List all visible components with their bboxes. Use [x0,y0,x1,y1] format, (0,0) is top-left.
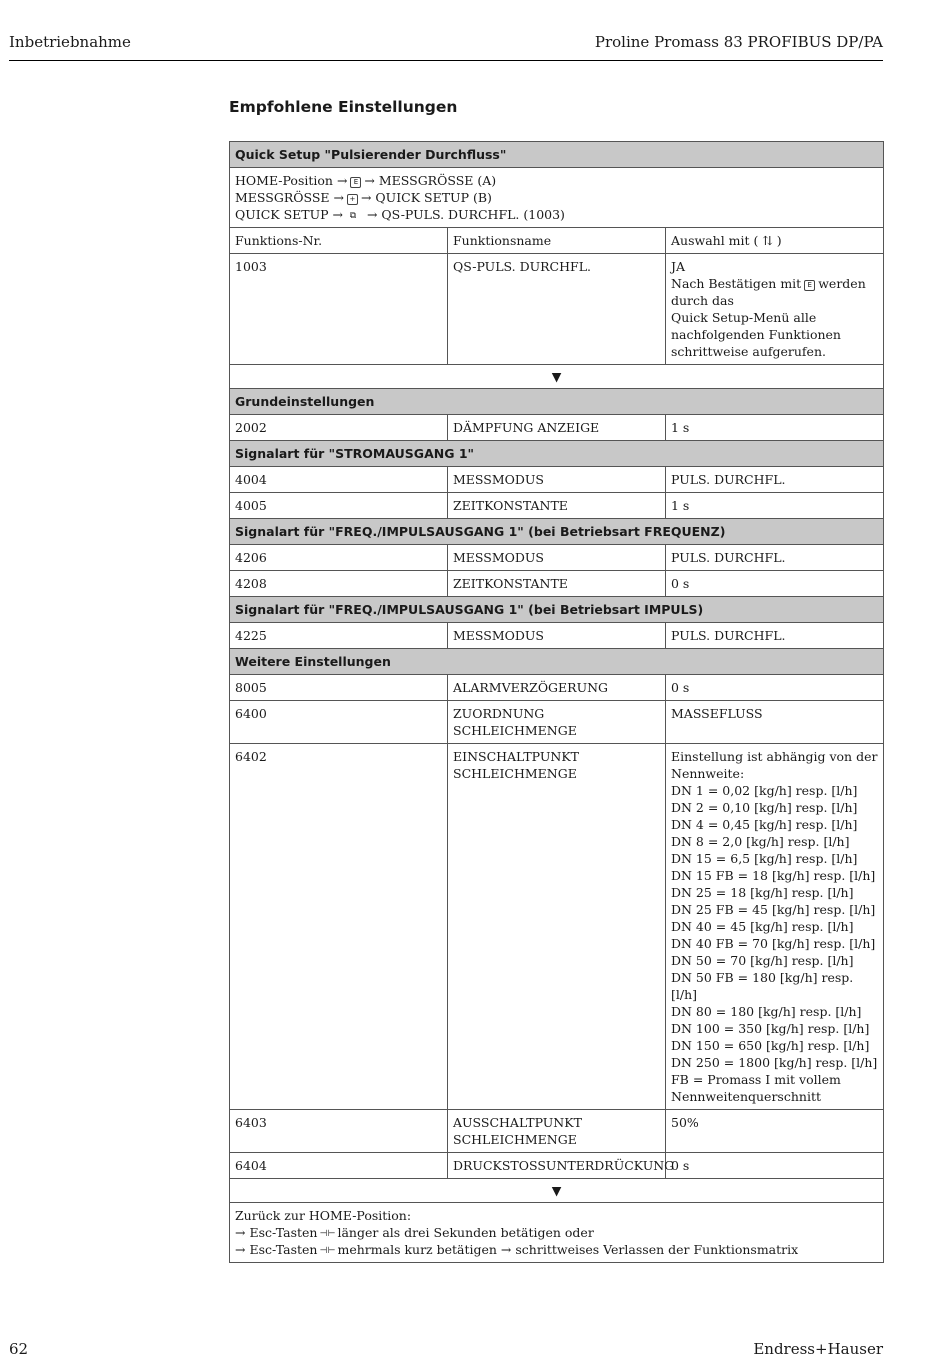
function-nr: 6402 [230,744,448,1110]
value-line: DN 25 = 18 [kg/h] resp. [l/h] [671,885,854,900]
function-nr: 4005 [230,493,448,519]
value-text: Nach Bestätigen mit [671,276,802,291]
table-row [230,545,884,571]
table-row [230,701,884,744]
continue-arrow-row [230,365,884,389]
value-line: DN 150 = 650 [kg/h] resp. [l/h] [671,1038,870,1053]
value-line: DN 50 = 70 [kg/h] resp. [l/h] [671,953,854,968]
return-home-note [230,1203,884,1263]
section-title: Empfohlene Einstellungen [229,98,458,116]
enter-key-icon: E [804,280,815,291]
plus-key-icon: + [347,194,358,205]
value-line: schrittweise aufgerufen. [671,344,826,359]
down-arrow-icon: ▼ [230,1179,884,1203]
function-nr: 1003 [230,254,448,365]
table-row [230,254,884,365]
brand-name: Endress+Hauser [753,1340,883,1358]
table-heading-row [230,142,884,168]
function-nr: 6400 [230,701,448,744]
down-arrow-icon: ▼ [230,365,884,389]
value-line [671,275,878,309]
function-name: ZUORDNUNG SCHLEICHMENGE [448,701,666,744]
value-line: Quick Setup-Menü alle nachfolgenden Funktionen [671,310,841,342]
nav-text: → QS-PULS. DURCHFL. (1003) [363,207,565,222]
group-heading: Signalart für "FREQ./IMPULSAUSGANG 1" (bei Betriebsart IMPULS) [230,597,884,623]
running-header-section: Inbetriebnahme [9,33,131,51]
group-heading-row [230,441,884,467]
nav-line [235,189,878,206]
function-name: MESSMODUS [448,623,666,649]
column-header-row [230,228,884,254]
nav-line [235,206,878,223]
table-row [230,415,884,441]
nav-text: QUICK SETUP → [235,207,344,222]
function-nr: 4004 [230,467,448,493]
navigation-path [230,168,884,228]
value-line: DN 50 FB = 180 [kg/h] resp. [l/h] [671,970,854,1002]
function-value: 1 s [666,415,884,441]
group-heading: Signalart für "STROMAUSGANG 1" [230,441,884,467]
header-rule [9,60,883,61]
group-heading-row [230,597,884,623]
nav-text: MESSGRÖSSE → [235,190,344,205]
table-row [230,1153,884,1179]
function-value: PULS. DURCHFL. [666,467,884,493]
function-nr: 4208 [230,571,448,597]
table-row [230,493,884,519]
value-line: DN 25 FB = 45 [kg/h] resp. [l/h] [671,902,876,917]
column-header-nr: Funktions-Nr. [230,228,448,254]
value-line: DN 40 FB = 70 [kg/h] resp. [l/h] [671,936,876,951]
table-row [230,571,884,597]
value-line: DN 15 FB = 18 [kg/h] resp. [l/h] [671,868,876,883]
value-line: JA [671,259,686,274]
function-nr: 8005 [230,675,448,701]
value-line: DN 15 = 6,5 [kg/h] resp. [l/h] [671,851,858,866]
function-value [666,744,884,1110]
nav-text: HOME-Position → [235,173,348,188]
table-row [230,1110,884,1153]
nav-text: → QUICK SETUP (B) [360,190,492,205]
group-heading: Grundeinstellungen [230,389,884,415]
value-line: Einstellung ist abhängig von der Nennweite: [671,749,878,781]
function-value [666,254,884,365]
function-name: QS-PULS. DURCHFL. [448,254,666,365]
note-line: Zurück zur HOME-Position: [235,1208,412,1223]
function-value: PULS. DURCHFL. [666,545,884,571]
note-text: länger als drei Sekunden betätigen oder [337,1225,594,1240]
value-text: werden durch das [671,276,866,308]
nav-line [235,172,878,189]
note-line [235,1224,878,1241]
continue-arrow-row [230,1179,884,1203]
function-value: MASSEFLUSS [666,701,884,744]
group-heading: Signalart für "FREQ./IMPULSAUSGANG 1" (bei Betriebsart FREQUENZ) [230,519,884,545]
function-value: 0 s [666,1153,884,1179]
column-header-select: Auswahl mit ( ⇅ ) [666,228,884,254]
function-nr: 4225 [230,623,448,649]
quick-setup-table [229,141,884,1263]
group-heading-row [230,649,884,675]
note-text: → Esc-Tasten [235,1225,318,1240]
nav-text: → MESSGRÖSSE (A) [364,173,497,188]
function-nr: 2002 [230,415,448,441]
value-line: DN 100 = 350 [kg/h] resp. [l/h] [671,1021,870,1036]
table-row [230,467,884,493]
value-line: DN 1 = 0,02 [kg/h] resp. [l/h] [671,783,858,798]
function-name: ZEITKONSTANTE [448,493,666,519]
function-nr: 6403 [230,1110,448,1153]
function-nr: 6404 [230,1153,448,1179]
value-line: DN 2 = 0,10 [kg/h] resp. [l/h] [671,800,858,815]
return-home-row [230,1203,884,1263]
function-value: 1 s [666,493,884,519]
function-name: ZEITKONSTANTE [448,571,666,597]
function-name: MESSMODUS [448,545,666,571]
function-name: MESSMODUS [448,467,666,493]
function-value: 0 s [666,675,884,701]
value-line: DN 250 = 1800 [kg/h] resp. [l/h] [671,1055,878,1070]
function-name: AUSSCHALTPUNKT SCHLEICHMENGE [448,1110,666,1153]
value-line: DN 4 = 0,45 [kg/h] resp. [l/h] [671,817,858,832]
function-value: 0 s [666,571,884,597]
table-row [230,623,884,649]
value-line: FB = Promass I mit vollem Nennweitenquerschnitt [671,1072,841,1104]
note-line [235,1241,878,1258]
function-value: 50% [666,1110,884,1153]
table-row [230,675,884,701]
value-line: DN 40 = 45 [kg/h] resp. [l/h] [671,919,854,934]
enter-key-icon: E [350,177,361,188]
table-heading: Quick Setup "Pulsierender Durchfluss" [230,142,884,168]
group-heading: Weitere Einstellungen [230,649,884,675]
esc-keys-icon: ⊣⊢ [319,1229,336,1239]
quick-setup-key-icon: ⧉ [349,211,357,221]
column-header-name: Funktionsname [448,228,666,254]
navigation-row [230,168,884,228]
value-line: DN 80 = 180 [kg/h] resp. [l/h] [671,1004,862,1019]
value-line: DN 8 = 2,0 [kg/h] resp. [l/h] [671,834,850,849]
group-heading-row [230,389,884,415]
running-header-product: Proline Promass 83 PROFIBUS DP/PA [594,33,883,51]
group-heading-row [230,519,884,545]
function-name: DÄMPFUNG ANZEIGE [448,415,666,441]
function-value: PULS. DURCHFL. [666,623,884,649]
esc-keys-icon: ⊣⊢ [319,1246,336,1256]
note-text: mehrmals kurz betätigen → schrittweises Verlassen der Funktionsmatrix [337,1242,799,1257]
page-number: 62 [9,1340,29,1358]
function-nr: 4206 [230,545,448,571]
function-name: ALARMVERZÖGERUNG [448,675,666,701]
function-name: EINSCHALTPUNKT SCHLEICHMENGE [448,744,666,1110]
function-name: DRUCKSTOSSUNTERDRÜCKUNG [448,1153,666,1179]
table-row [230,744,884,1110]
note-text: → Esc-Tasten [235,1242,318,1257]
